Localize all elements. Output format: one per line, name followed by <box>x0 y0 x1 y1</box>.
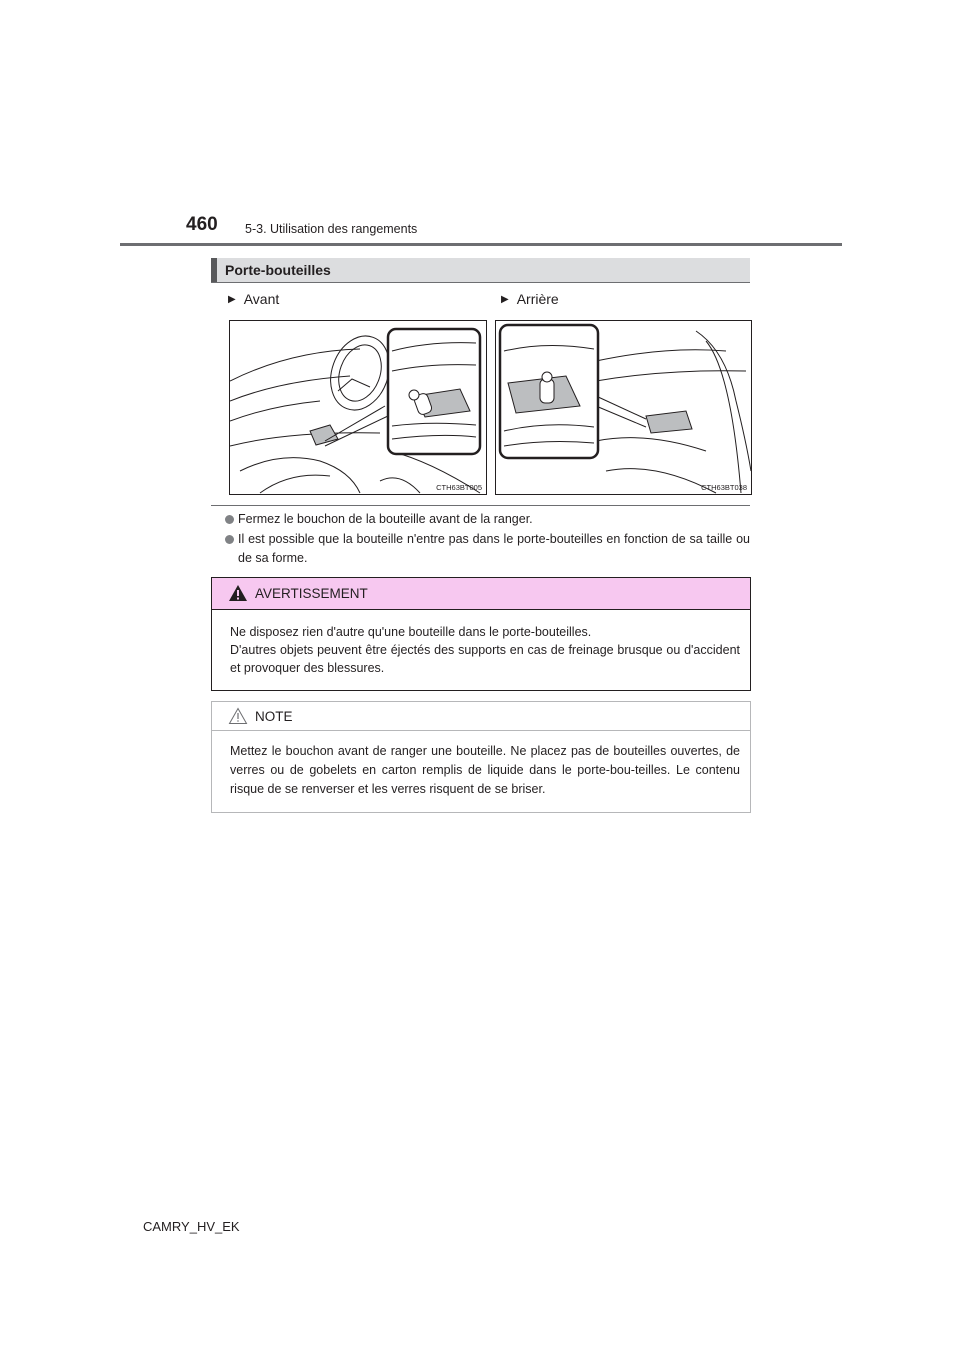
warning-box <box>211 577 751 691</box>
bullet-item <box>225 510 750 529</box>
warning-body <box>230 623 740 677</box>
bullet-text: Il est possible que la bouteille n'entre pas dans le porte-bouteilles en fonction de sa taille ou de sa forme. <box>238 532 750 565</box>
subheading-rear-label: Arrière <box>516 291 559 307</box>
figure-code-front: CTH63BT005 <box>436 483 482 492</box>
figure-rear <box>495 320 752 495</box>
warning-line: D'autres objets peuvent être éjectés des supports en cas de freinage brusque ou d'accident et provoquer des blessures. <box>230 643 740 675</box>
triangle-bullet-icon: ▶ <box>228 293 236 305</box>
footer-model: CAMRY_HV_EK <box>143 1219 240 1234</box>
figure-front <box>229 320 487 495</box>
bullet-dot-icon <box>225 515 234 524</box>
bullet-item <box>225 530 750 568</box>
note-header <box>212 702 750 731</box>
bullet-text: Fermez le bouchon de la bouteille avant de la ranger. <box>238 512 533 526</box>
warning-header <box>212 578 750 610</box>
warning-triangle-icon <box>228 584 248 602</box>
divider <box>211 505 750 506</box>
front-bottle-holder-illustration <box>230 321 486 494</box>
subheading-front-label: Avant <box>243 291 280 307</box>
note-body: Mettez le bouchon avant de ranger une bouteille. Ne placez pas de bouteilles ouvertes, de verres ou de gobelets en carton remplis de liquide dans le porte-bou-teilles. Le contenu risque de se renverser et les verres risquent de se briser. <box>230 744 740 796</box>
bullet-dot-icon <box>225 535 234 544</box>
subheading-rear <box>501 291 559 307</box>
rear-bottle-holder-illustration <box>496 321 751 494</box>
caution-outline-icon <box>228 707 248 725</box>
section-accent <box>211 258 217 282</box>
figure-code-rear: CTH63BT038 <box>701 483 747 492</box>
triangle-bullet-icon: ▶ <box>501 293 509 305</box>
subheading-front <box>228 291 279 307</box>
note-title: NOTE <box>255 709 293 724</box>
section-title: Porte-bouteilles <box>225 262 331 278</box>
section-header <box>211 258 750 283</box>
header-rule <box>120 243 842 246</box>
page-number: 460 <box>186 214 218 235</box>
note-box <box>211 701 751 813</box>
warning-line: Ne disposez rien d'autre qu'une bouteille dans le porte-bouteilles. <box>230 625 592 639</box>
chapter-title: 5-3. Utilisation des rangements <box>245 222 418 236</box>
warning-title: AVERTISSEMENT <box>255 586 368 601</box>
